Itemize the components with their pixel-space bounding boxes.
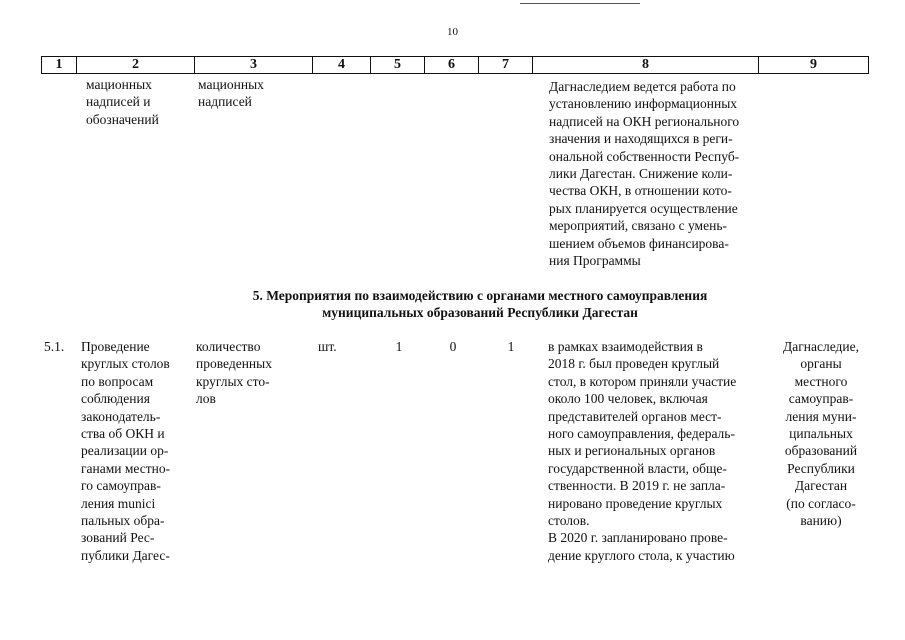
column-header: 1 <box>42 57 77 74</box>
column-header: 2 <box>77 57 195 74</box>
column-header: 3 <box>195 57 313 74</box>
row-5-1-col2: Проведение круглых столов по вопросам соблюдения законодатель- ства об ОКН и реализации ор- ганами местно- го самоуправ- ления munici пальных обра- зований Рес- публики Дагес- <box>81 339 171 563</box>
row-5-1-col7: 1 <box>507 339 515 354</box>
column-header: 4 <box>313 57 371 74</box>
row-5-1-col9: Дагнаследие, органы местного самоуправ- ления муни- ципальных образований Республики Дагестан (по согласо- ванию) <box>783 339 859 529</box>
row-5-1-col5: 1 <box>395 339 403 354</box>
row-5-1-col8: в рамках взаимодействия в 2018 г. был проведен круглый стол, в котором приняли участие около 100 человек, включая представителей органов мест- ного самоуправления, федераль- ных и региональных органов государственной власти, обще- ственности. В 2019 г. не запла- нировано проведение круглых столов. В 2020 г. запланировано прове- дение круглого стола, к участию <box>548 339 737 563</box>
column-header: 8 <box>533 57 759 74</box>
row-5-1-col6: 0 <box>449 339 457 354</box>
column-header: 9 <box>759 57 869 74</box>
page-number: 10 <box>447 26 458 38</box>
column-header: 5 <box>371 57 425 74</box>
row-5-1-col3: количество проведенных круглых сто- лов <box>196 339 272 407</box>
top-edge-mark <box>520 0 640 4</box>
column-header: 6 <box>425 57 479 74</box>
prev-row-col8: Дагнаследием ведется работа по установлению информационных надписей на ОКН регионального значения и находящихся в реги- ональной собственности Респуб- лики Дагестан. Снижение коли- чества ОКН, в отношении кото- рых планируется осуществление мероприятий, связано с умень- шением объемов финансирова- ния Программы <box>549 79 740 269</box>
row-5-1-unit: шт. <box>318 339 337 354</box>
section-title: 5. Мероприятия по взаимодействию с органами местного самоуправления муниципальных образований Республики Дагестан <box>252 288 708 320</box>
prev-row-col3: мационных надписей <box>198 77 264 110</box>
table-header-row <box>41 56 869 74</box>
column-header: 7 <box>479 57 533 74</box>
row-number: 5.1. <box>44 339 65 354</box>
prev-row-col2: мационных надписей и обозначений <box>86 77 159 127</box>
